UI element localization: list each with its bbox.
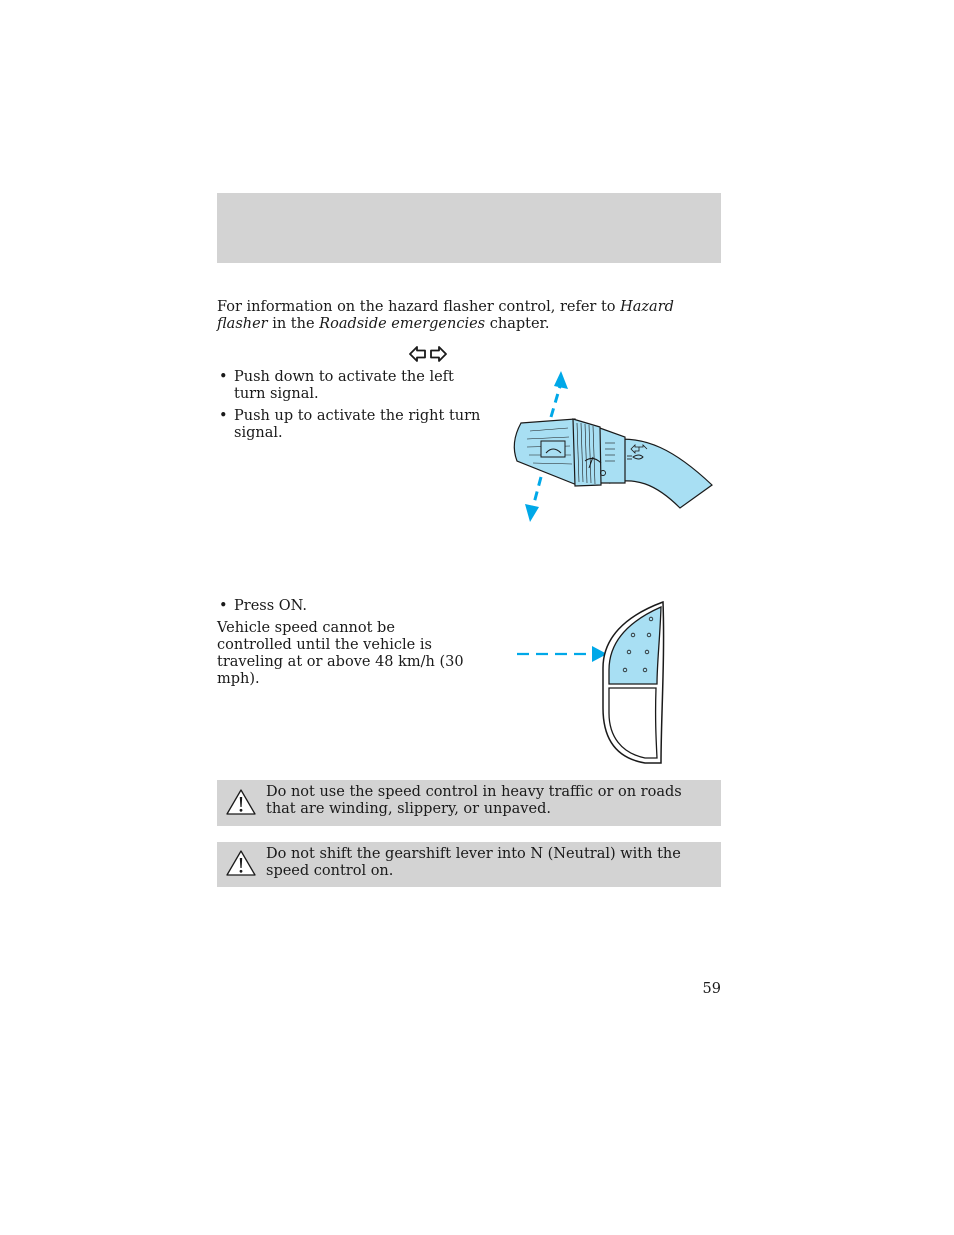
page-number: 59: [702, 981, 721, 997]
turn-signal-bullet-right: • Push up to activate the right turn signal.: [217, 408, 486, 441]
warning-text: Do not use the speed control in heavy traffic or on roads that are winding, slippery, or unpaved.: [266, 784, 682, 817]
roadside-emergencies-reference: Roadside emergencies: [319, 316, 486, 332]
hazard-note: For information on the hazard flasher control, refer to Hazard flasher in the Roadside emergencies chapter.: [217, 299, 674, 332]
multifunction-stalk-illustration: [505, 365, 720, 530]
speed-control-bullet-on: • Press ON.: [217, 598, 474, 615]
section-header-band: [217, 193, 721, 263]
warning-triangle-icon: [225, 788, 257, 816]
turn-signal-arrows-icon: [409, 345, 447, 363]
warning-box-heavy-traffic: [217, 780, 721, 826]
warning-triangle-icon: [225, 849, 257, 877]
warning-text: Do not shift the gearshift lever into N (Neutral) with the speed control on.: [266, 846, 681, 879]
hazard-flasher-reference: Hazard flasher: [217, 299, 674, 332]
warning-box-neutral-gear: [217, 842, 721, 887]
turn-signal-bullet-left: • Push down to activate the left turn signal.: [217, 369, 479, 402]
speed-control-switch-illustration: [515, 598, 675, 766]
speed-control-note: Vehicle speed cannot be controlled until the vehicle is traveling at or above 48 km/h (30 mph).: [217, 620, 464, 687]
